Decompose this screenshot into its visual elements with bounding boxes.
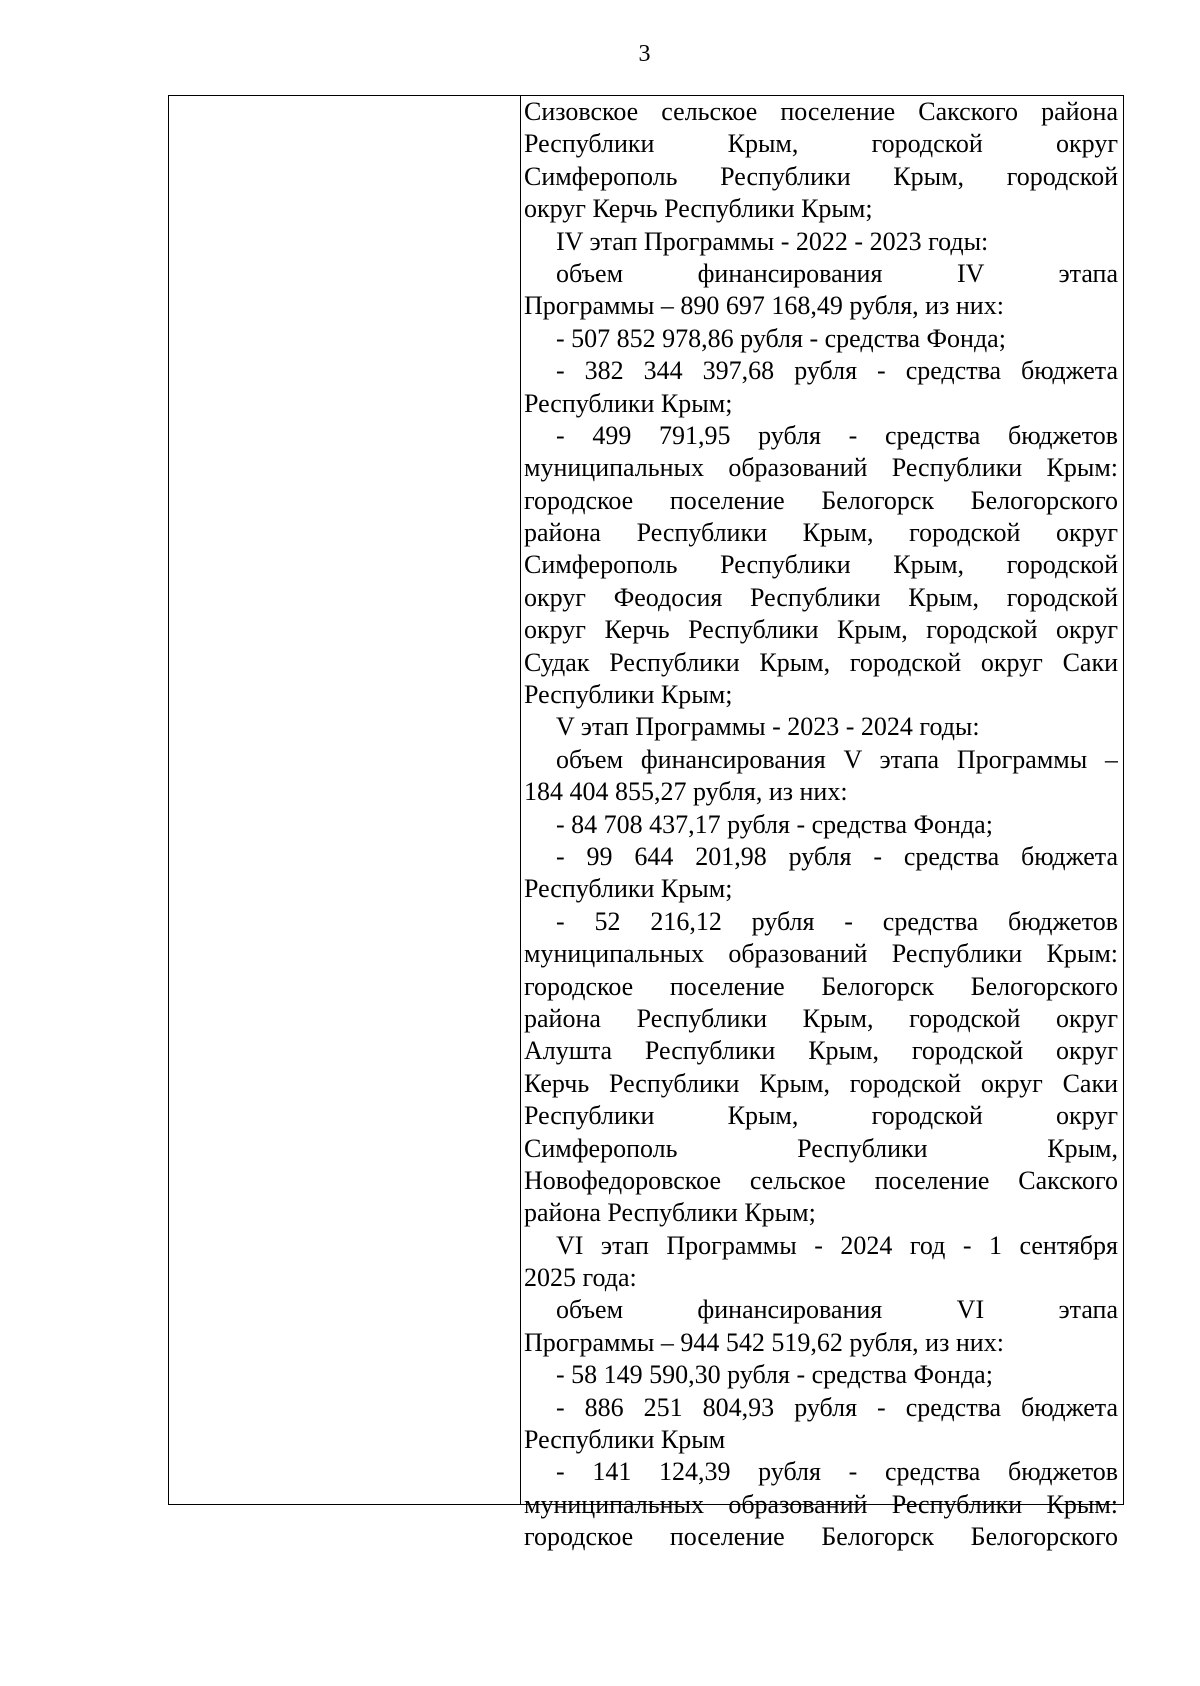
text-line: Республики Крым; [524,388,733,418]
text-line: Керчь Республики Крым, городской округ Саки [524,1068,1118,1098]
column-divider [520,96,521,1504]
text-line: VI этап Программы - 2024 год - 1 сентября [556,1230,1118,1260]
document-table [168,95,1124,1552]
text-line: городское поселение Белогорск Белогорского [524,1522,1118,1552]
text-line: Республики Крым; [524,680,733,710]
text-line: - 99 644 201,98 рубля - средства бюджета [556,841,1118,871]
text-line: Республики Крым, городской округ [524,1101,1118,1131]
text-line: - 499 791,95 рубля - средства бюджетов [556,420,1118,450]
text-line: Новофедоровское сельское поселение Сакского [524,1165,1118,1195]
text-line: муниципальных образований Республики Крым: [524,453,1118,483]
text-line: - 84 708 437,17 рубля - средства Фонда; [556,809,993,839]
text-line: - 382 344 397,68 рубля - средства бюджета [556,356,1118,386]
text-line: Симферополь Республики Крым, городской [524,550,1118,580]
text-line: района Республики Крым; [524,1198,816,1228]
text-line: Судак Республики Крым, городской округ Саки [524,647,1118,677]
text-line: округ Керчь Республики Крым; [524,194,873,224]
text-line: муниципальных образований Республики Крым: [524,939,1118,969]
text-line: Республики Крым [524,1425,726,1455]
text-line: городское поселение Белогорск Белогорского [524,485,1118,515]
right-column-text [524,96,1118,1554]
text-line: объем финансирования VI этапа [556,1295,1118,1325]
page-number: 3 [638,41,651,67]
text-line: Симферополь Республики Крым, [524,1133,1118,1163]
text-line: 2025 года: [524,1263,637,1293]
text-line: района Республики Крым, городской округ [524,1003,1118,1033]
text-line: Симферополь Республики Крым, городской [524,161,1118,191]
text-line: округ Феодосия Республики Крым, городской [524,582,1118,612]
text-line: муниципальных образований Республики Крым: [524,1489,1118,1519]
text-line: городское поселение Белогорск Белогорского [524,971,1118,1001]
text-line: - 507 852 978,86 рубля - средства Фонда; [556,323,1006,353]
text-line: IV этап Программы - 2022 - 2023 годы: [556,226,989,256]
text-line: Алушта Республики Крым, городской округ [524,1036,1118,1066]
text-line: Программы – 890 697 168,49 рубля, из них: [524,291,1004,321]
text-line: V этап Программы - 2023 - 2024 годы: [556,712,980,742]
text-line: Программы – 944 542 519,62 рубля, из них: [524,1327,1004,1357]
text-line: - 52 216,12 рубля - средства бюджетов [556,906,1118,936]
text-line: - 886 251 804,93 рубля - средства бюджета [556,1392,1118,1422]
text-line: 184 404 855,27 рубля, из них: [524,777,848,807]
text-line: Республики Крым; [524,874,733,904]
text-line: округ Керчь Республики Крым, городской округ [524,615,1118,645]
text-line: района Республики Крым, городской округ [524,518,1118,548]
text-line: Сизовское сельское поселение Сакского района [524,97,1118,126]
text-line: - 58 149 590,30 рубля - средства Фонда; [556,1360,993,1390]
text-line: - 141 124,39 рубля - средства бюджетов [556,1457,1118,1487]
text-line: объем финансирования V этапа Программы – [556,744,1118,774]
text-line: Республики Крым, городской округ [524,129,1118,159]
text-line: объем финансирования IV этапа [556,258,1118,288]
